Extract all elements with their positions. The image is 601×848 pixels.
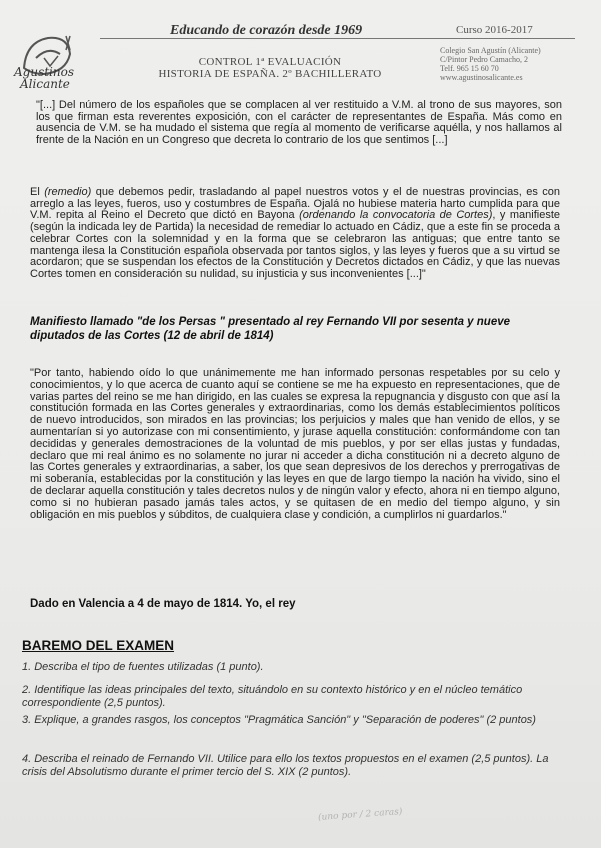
address-line: Colegio San Agustín (Alicante) xyxy=(440,46,541,55)
school-motto: Educando de corazón desde 1969 xyxy=(170,23,363,38)
text-span: , y manifieste (según la indicada ley de Partida) la necesidad de remediar lo actuado en Cádiz, que a este fin se proceda a celebrar Cortes con la solemnidad y en la forma que se celebraron las antiguas; que entre tanto se mantenga ilesa la Constitución española observada por tantos siglos, y las leyes y fueros que a su virtud se acordaron; que se suspendan los efectos de la Constitución y Decretos dictados en Cádiz, y que las nuevas Cortes tomen en consideración su nulidad, su injusticia y sus inconvenientes [...]" xyxy=(30,209,560,280)
baremo-heading: BAREMO DEL EXAMEN xyxy=(22,638,175,653)
manifesto-title: Manifiesto llamado "de los Persas " presentado al rey Fernando VII por sesenta y nueve diputados de las Cortes (12 de abril de 1814) xyxy=(30,316,511,342)
handwritten-note: (uno por / 2 caras) xyxy=(317,807,403,823)
italic-span: (remedio) xyxy=(44,186,92,198)
question-1: 1. Describa el tipo de fuentes utilizadas (1 punto). xyxy=(22,661,264,673)
logo-line-1: Agustinos xyxy=(14,65,75,79)
text-span: El xyxy=(30,186,45,198)
school-address xyxy=(440,46,570,82)
italic-span: (ordenando la convocatoria de Cortes) xyxy=(299,209,493,222)
address-line: www.agustinosalicante.es xyxy=(440,73,523,82)
exam-title-line-1: CONTROL 1ª EVALUACIÓN xyxy=(198,56,342,68)
address-line: C/Pintor Pedro Camacho, 2 xyxy=(440,55,528,64)
question-4: 4. Describa el reinado de Fernando VII. Utilice para ello los textos propuestos en el examen (2,5 puntos). La crisis del Absolutismo durante el primer tercio del S. XIX (2 puntos). xyxy=(22,753,549,778)
question-2: 2. Identifique las ideas principales del texto, situándolo en su contexto histórico y en el núcleo temático correspondiente (2,5 puntos). xyxy=(22,684,523,709)
text1-paragraph-1: "[...] Del número de los españoles que se complacen al ver restituido a V.M. al trono de sus mayores, son los que firman esta reverentes exposición, con el carácter de representantes de España. Más como en ausencia de V.M. se ha mudado el sistema que regía al momento de verificarse aquélla, y nos hallamos al frente de la Nación en un Congreso que decreta lo contrario de los que sentimos [...] xyxy=(36,99,562,147)
exam-title-line-2: HISTORIA DE ESPAÑA. 2º BACHILLERATO xyxy=(158,68,382,80)
address-line: Telf. 965 15 60 70 xyxy=(440,64,499,73)
logo-wordmark xyxy=(14,66,94,90)
text-span: que debemos pedir, trasladando al papel nuestros votos y el de nuestras provincias, es con arreglo a las leyes, fueros, uso y costumbres de España. Ojalá no hubiese materia harto cumplida para que V.M. repita al Reino el Decreto que dictó en Bayona xyxy=(30,186,560,222)
decree-signature: Dado en Valencia a 4 de mayo de 1814. Yo, el rey xyxy=(30,598,296,610)
exam-title xyxy=(120,56,420,80)
text2-paragraph: "Por tanto, habiendo oído lo que unánimemente me han informado personas respetables por su celo y conocimientos, y lo que acerca de cuanto aquí se contiene se me ha expuesto en representaciones, que de varias partes del reino se me han dirigido, en las cuales se expresa la repugnancia y disgusto con que así la constitución formada en las Cortes generales y extraordinarias, como los demás establecimientos políticos de nuevo introducidos, son mirados en las provincias; los perjuicios y males que han venido de ellos, y se aumentarían si yo autorizase con mi consentimiento, y jurase aquella constitución: conformándome con tan decididas y generales demostraciones de la voluntad de mis pueblos, y por ser ellas justas y fundadas, declaro que mi real ánimo es no solamente no jurar ni acceder a dicha constitución ni a decreto alguno de las Cortes generales y extraordinarias, a saber, los que sean depresivos de los derechos y prerrogativas de mi soberanía, establecidas por la constitución y las leyes en que de largo tiempo la nación ha vivido, sino el de declarar aquella constitución y tales decretos nulos y de ningún valor y efecto, ahora ni en tiempo alguno, como si no hubieran pasado jamás tales actos, y se quitasen de en medio del tiempo alguno, y sin obligación en mis pueblos y súbditos, de cualquiera clase y condición, a cumplirlos ni guardarlos." xyxy=(30,367,560,521)
logo-line-2: Alicante xyxy=(20,77,70,91)
question-3: 3. Explique, a grandes rasgos, los conceptos "Pragmática Sanción" y "Separación de poderes" (2 puntos) xyxy=(22,714,536,726)
course-year: Curso 2016-2017 xyxy=(456,24,533,36)
text1-paragraph-2 xyxy=(30,187,560,281)
header-divider xyxy=(100,38,575,39)
